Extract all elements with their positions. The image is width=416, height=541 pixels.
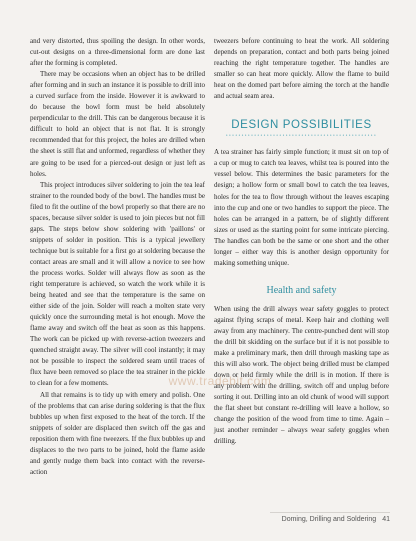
paragraph: tweezers before continuing to heat the work. All soldering depends on preparation, contact and both parts being joined reaching the right temperature together. The handles are smaller so can heat more quickly. Allow the flame to build heat on the domed part before aiming the torch at the handle and actual seam area. <box>214 37 389 101</box>
left-column <box>30 36 205 478</box>
section-heading-design-possibilities: DESIGN POSSIBILITIES <box>231 119 372 132</box>
footer-text <box>282 516 390 523</box>
heading-dotted-rule: •••••••••••••••••••••••••••••••••••••••••••••••• <box>225 134 378 140</box>
paragraph: When using the drill always wear safety goggles to protect against flying scraps of metal. Keep hair and clothing well away from any machinery. The centre-punched dent will stop the drill bit skidding on the surface but if it is not possible to make a preliminary mark, then drill through masking tape as this will also work. The object being drilled must be clamped down or held firmly while the drill is in motion. If there is any problem with the drilling, switch off and unplug before sorting it out. Drilling into an old chunk of wood will support the flat sheet but constant re-drilling will leave a hollow, so change the position of the wood from time to time. Again – just another reminder – always wear safety goggles when drilling. <box>214 304 389 446</box>
paragraph: and very distorted, thus spoiling the design. In other words, cut-out designs on a three-dimensional form are done last after the forming is completed. <box>30 37 205 68</box>
running-title: Doming, Drilling and Soldering <box>281 516 377 523</box>
paragraph: All that remains is to tidy up with emery and polish. One of the problems that can arise during soldering is that the flux bubbles up when first exposed to the heat of the torch. If the snippets of solder are displaced then switch off the gas and reposition them with fine tweezers. If the flux bubbles up and displaces to the two parts to be joined, hold the flame aside and gently nudge them back into contact with the reverse-action <box>30 390 205 476</box>
watermark: www.tradebit.com <box>168 374 272 388</box>
right-column <box>214 36 389 448</box>
paragraph: This project introduces silver soldering to join the tea leaf strainer to the rounded body of the bowl. The handles must be filed to fit the outline of the bowl properly so that there are no spaces, because silver solder is used to join pieces but not fill gaps. The steps below show soldering with 'paillons' or snippets of solder in position. This is a typical jewellery technique but is suitable for a first go at soldering because the contact areas are small and it will allow a novice to see how the process works. Solder will always flow as soon as the right temperature is achieved, so watch the work while it is being heated and see that the temperature is the same on either side of the join. Solder will reach a molten state very quickly once the surrounding metal is hot enough. Move the flame away and switch off the heat as soon as this happens. The work can be picked up with reverse-action tweezers and quenched straight away. The silver will cool instantly; it may not be possible to inspect the soldered seam until traces of flux have been removed so place the tea strainer in the pickle to clean for a few moments. <box>30 180 205 388</box>
sub-heading-health-and-safety: Health and safety <box>266 284 337 296</box>
page-number: 41 <box>382 516 390 523</box>
paragraph: A tea strainer has fairly simple function; it must sit on top of a cup or mug to catch tea leaves, whilst tea is poured into the vessel below. This determines the basic parameters for the design; a hollow form or small bowl to catch the tea leaves, holes for the tea to flow through without the leaves escaping into the cup and one or two handles to support the piece. The holes can be arranged in a pattern, be of slightly different sizes or used as the starting point for some intricate piercing. The handles can both be the same or one short and the other longer – either way this is another design opportunity for making something unique. <box>214 148 389 267</box>
footer-rule <box>270 512 390 513</box>
paragraph: There may be occasions when an object has to be drilled after forming and in such an instance it is possible to drill into a curved surface from the inside. However it is awkward to do because the bowl form must be held absolutely perpendicular to the drill. This can be dangerous because it is difficult to hold an object that is not flat. It is strongly recommended that for this project, the holes are drilled when the sheet is still flat and unformed, regardless of whether they are going to be used for a pierced-out design or just left as holes. <box>30 70 205 178</box>
